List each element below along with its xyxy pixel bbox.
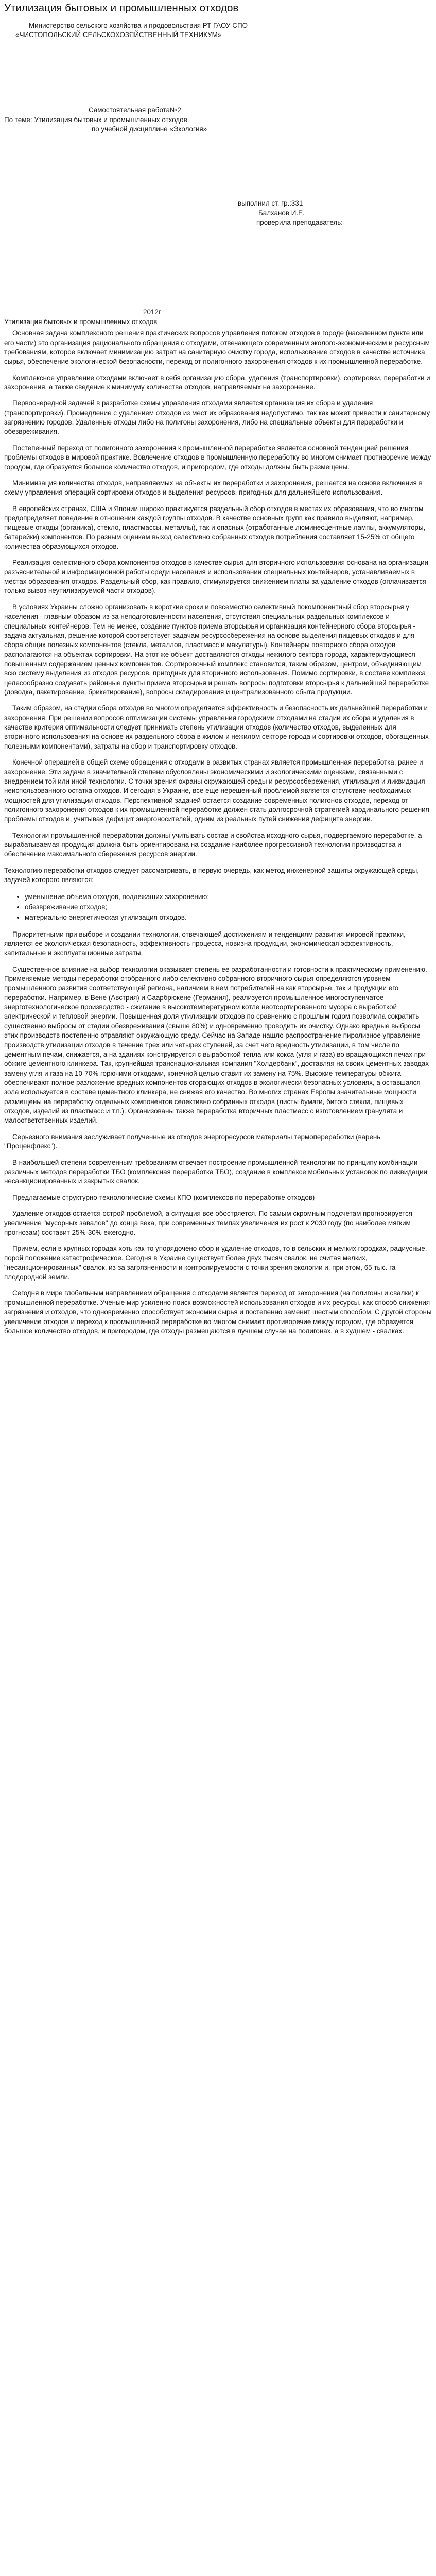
- paragraph: Предлагаемые структурно-технологические схемы КПО (комплексов по переработке отходов): [12, 1193, 315, 1201]
- signature-block: [4, 199, 432, 227]
- paragraph: Реализация селективного сбора компонентов отходов в качестве сырья для вторичного использования основана на организации разъяснительной и информационной работы среди населения и использовании специальных контейнеров, устанавливаемых в местах образования отходов. Раздельный сбор, как правило, стимулируется снижением платы за удаление отходов (оплачивается только вывоз неутилизируемой части отходов).: [4, 558, 429, 595]
- paragraph: Минимизация количества отходов, направляемых на объекты их переработки и захоронения, решается на основе включения в схему управления операций сортировки отходов и выделения ресурсов, пригодных для дальнейшего использования.: [4, 479, 423, 497]
- paragraph: Причем, если в крупных городах хоть как-то упорядочено сбор и удаление отходов, то в сельских и мелких городках, радиусные, порой положение катастрофическое. Сегодня в Украине существует более двух тысяч свалок, не считая мелких, "несанкционированных" свалок, из-за загрязненности и контролируемости с точки зрения экологии и, при этом, 65 тыс. га плодородной земли.: [4, 1245, 427, 1281]
- paragraph: Существенное влияние на выбор технологии оказывает степень ее разработанности и готовности к практическому применению. Применяемые методы переработки отобранного либо селективно собранного вторичного сырья определяются уровнем промышленного развития соответствующей региона, наличием в нем потребителей на как вторсырье, так и продукции его переработки. Например, в Вене (Австрия) и Саарбрюкене (Германия), реализуется промышленное многоступенчатое энерготехнологическое производство - сжигание в высокотемпературном котле неотсортированного мусора с выработкой электрической и тепловой энергии. Повышенная доля утилизации отходов по сравнению с прошлым годом позволила сократить существенно выбросы от стадии обезвреживания (свыше 80%) и одновременно проводить их очистку. Однако вредные выбросы этих производств постепенно отравляют окружающую среду. Сейчас на Западе нашло распространение пиролизное управление производств утилизации отходов в течение трех или четырех ступеней, за счет чего вредность утилизации, в том числе по цементным печам, снижается, а на зданиях конструируется с выработкой тепла или кокса (угля и газа) во вращающихся печах при обжиге цементного клинкера. Так, крупнейшая транснациональная компания "Холдербанк", доставляя на своих цементных заводах замену угля и газа на 10-70% горючими отходами, конечной целью ставит их замену на 75%. Высокие температуры обжига обеспечивают полное разложение вредных компонентов сгорающих отходов в экологически безопасных условиях, а оставшаяся зола используется в составе цементного клинкера, не снижая его качество. Во многих странах Европы значительные мощности размещены на переработку отдельных компонентов селективно собранных отходов (листы бумаги, битого стекла, пищевых отходов, изделий из пластмасс и т.п.). Организованы также переработка вторичных пластмасс с изготовлением гранулята и малоответственных изделий.: [4, 965, 429, 1125]
- paragraph: В европейских странах, США и Японии широко практикуется раздельный сбор отходов в местах их образования, что во многом предопределяет поведение в отношении каждой группы отходов. В качестве основных групп как правило выделяют, например, пищевые отходы (органика), стекло, пластмассы, металлы), так и опасных (отработанные люминесцентные лампы, аккумуляторы, батарейки) компонентов. По разным оценкам выход селективно собранных отходов потребления составляет 15-25% от общего количества образующихся отходов.: [4, 504, 426, 551]
- page-title: Утилизация бытовых и промышленных отходов: [4, 2, 239, 14]
- paragraph: Конечной операцией в общей схеме обращения с отходами в развитых странах является промышленная переработка, ранее и захоронение. Эти задачи в значительной степени обусловлены экономическими и экологическими оценками, связанными с внедрением той или иной технологии. С точки зрения охраны окружающей среды и ресурсосбережения, утилизация и ликвидация неиспользованного остатка отходов. И сегодня в Украине, все еще нерешенный проблемой является отсутствие необходимых мощностей для утилизации отходов. Перспективной задачей остается создание современных полигонов отходов, переход от полигонного захоронения отходов к их промышленной переработке должен стать долгосрочной стратегией кардинального решения проблемы отходов и, учитывая дефицит энергоносителей, одним из реальных путей снижения дефицита энергии.: [4, 758, 429, 823]
- document-page: [0, 2, 436, 1336]
- list-intro: Технологию переработки отходов следует рассматривать, в первую очередь, как метод инженерной защиты окружающей среды, задачей которого являются:: [4, 866, 419, 884]
- paragraph: Сегодня в мире глобальным направлением обращения с отходами является переход от захоронения (на полигоны и свалки) к промышленной переработке. Ученые мир усиленно поиск возможностей использования отходов и их ресурсы, как способ снижения загрязнения и отходов, что одновременно способствует экономии сырья и постепенно заменит шестым способом. С другой стороны увеличение отходов и переход к промышленной переработке во многом снимает противоречие между городом, где образуется большое количество отходов, и пригородом, где отходы размещаются в лучшем случае на полигонах, а в худшем - свалках.: [4, 1289, 432, 1335]
- paragraph-group-a: [4, 329, 432, 859]
- paragraph: В наибольшей степени современным требованиям отвечает построение промышленной технологии по принципу комбинации различных методов переработки ТБО (комплексная переработка ТБО), создание в комплексе мобильных установок по ликвидации несанкционированных и закрытых свалок.: [4, 1158, 428, 1185]
- body-text: [4, 329, 432, 1336]
- ministry-line: Министерство сельского хозяйства и продовольствия РТ ГАОУ СПО: [29, 21, 248, 29]
- paragraph: Технологии промышленной переработки должны учитывать состав и свойства исходного сырья, подвергаемого переработке, а вырабатываемая продукция должна быть ориентирована на создание наиболее прогрессивной технологии производства и обеспечение максимального сбережения ресурсов энергии.: [4, 831, 422, 858]
- college-line: «ЧИСТОПОЛЬСКИЙ СЕЛЬСКОХОЗЯЙСТВЕННЫЙ ТЕХНИКУМ»: [15, 30, 222, 39]
- paragraph: Постепенный переход от полигонного захоронения к промышленной переработке является основной тенденцией решения проблемы отходов в мировой практике. Вовлечение отходов в промышленную переработку во многом снимает противоречие между городом, где образуется большое количество отходов, и пригородом, где отходы должны быть размещены.: [4, 444, 431, 471]
- list-item: • уменьшение объема отходов, подлежащих захоронению;: [25, 892, 432, 902]
- tasks-list: [4, 892, 432, 923]
- paragraph: Удаление отходов остается острой проблемой, а ситуация все обостряется. По самым скромным подсчетам прогнозируется увеличение "мусорных завалов" до конца века, при современных темпах увеличения их рост к 2030 году (по наиболее мягким прогнозам) составит 25%-30% ежегодно.: [4, 1209, 413, 1236]
- paragraph: Приоритетными при выборе и создании технологии, отвечающей достижениям и тенденциям развития мировой практики, является ее экологическая безопасность, эффективность процесса, новизна продукции, экономическая эффективность, капитальные и эксплуатационные затраты.: [4, 930, 406, 957]
- paragraph: Серьезного внимания заслуживает полученные из отходов энергоресурсов материалы термопереработки (варень "Проценфлекс").: [4, 1132, 381, 1150]
- topic-line: По теме: Утилизация бытовых и промышленных отходов: [4, 115, 187, 124]
- section-subtitle: Утилизация бытовых и промышленных отходов: [4, 317, 158, 326]
- paragraph: Таким образом, на стадии сбора отходов во многом определяется эффективность и безопасность их дальнейшей переработки и захоронения. При решении вопросов оптимизации системы управления городскими отходами на стадии их сбора и удаления в качестве критерия оптимальности следует принимать степень утилизации отходов (количество отходов, выделенных для вторичного использования на основе их раздельного сбора в жилом и нежилом секторе города и сортировки отходов, обогащенных полезными компонентами), затраты на сбор и транспортировку отходов.: [4, 704, 429, 750]
- performed-by: выполнил ст. гр.:331: [238, 199, 303, 208]
- student-name: Балханов И.Е.: [258, 209, 305, 217]
- list-item: • обезвреживание отходов;: [25, 903, 432, 912]
- title-block: [4, 106, 432, 115]
- list-item: • материально-энергетическая утилизация отходов.: [25, 913, 432, 922]
- year: 2012г: [143, 308, 161, 316]
- paragraph: В условиях Украины сложно организовать в короткие сроки и повсеместно селективный покомпонентный сбор вторсырья у населения - главным образом из-за неподготовленности населения, отсутствия специальных раздельных комплексов и специальных контейнеров. Тем не менее, создание пунктов приема вторсырья и организация контейнерного сбора вторсырья - задача актуальная, решение которой соответствует задачам ресурсосбережения на основе выделения пищевых отходов и для сбора общих полезных компонентов (стекла, металлов, пластмасс и макулатуры). Контейнеры повторного сбора отходов располагаются на объектах сортировки. На этот же объект доставляются отходы нежилого сектора города, характеризующиеся повышенным содержанием ценных компонентов. Сортировочный комплекс становится, таким образом, центром, объединяющим всю систему выделения из отходов ресурсов, пригодных для вторичного использования. Помимо сортировки, в составе комплекса целесообразно создавать районные пункты приема вторсырья и решать вопросы подготовки вторсырья к дальнейшей переработке (доводка, пакетирование, брикетирование), вопросы складирования и централизованного сбыта продукции.: [4, 603, 429, 697]
- paragraph: Основная задача комплексного решения практических вопросов управления потоком отходов в городе (населенном пункте или его части) это организация рациональнoго обращения с отходами, отвечающего современным эколого-экономическим и ресурсным требованиям, которое включает минимизацию затрат на санитарную очистку города, использование отходов в качестве источника сырья, обеспечение экологической безопасности, переход от полигонного захоронения отходов к их промышленной переработке.: [4, 329, 430, 366]
- paragraph-group-b: [4, 930, 432, 1336]
- checked-by: проверила преподаватель:: [256, 218, 343, 227]
- paragraph: Комплексное управление отходами включает в себя организацию сбора, удаления (транспортировки), сортировки, переработки и захоронения, а также сведение к минимуму количества отходов, направляемых на захоронение.: [4, 374, 430, 391]
- paragraph: Первоочередной задачей в разработке схемы управления отходами является организация их сбора и удаления (транспортировки). Промедление с удалением отходов из мест их образования недопустимо, так как может привести к санитарному загрязнению городов. Удаленные отходы либо на полигоны захоронения, либо на специальные объекты для переработки и обезвреживания.: [4, 399, 430, 436]
- work-title: Самостоятельная работа№2: [89, 106, 181, 114]
- discipline-line: по учебной дисциплине «Экология»: [92, 125, 207, 133]
